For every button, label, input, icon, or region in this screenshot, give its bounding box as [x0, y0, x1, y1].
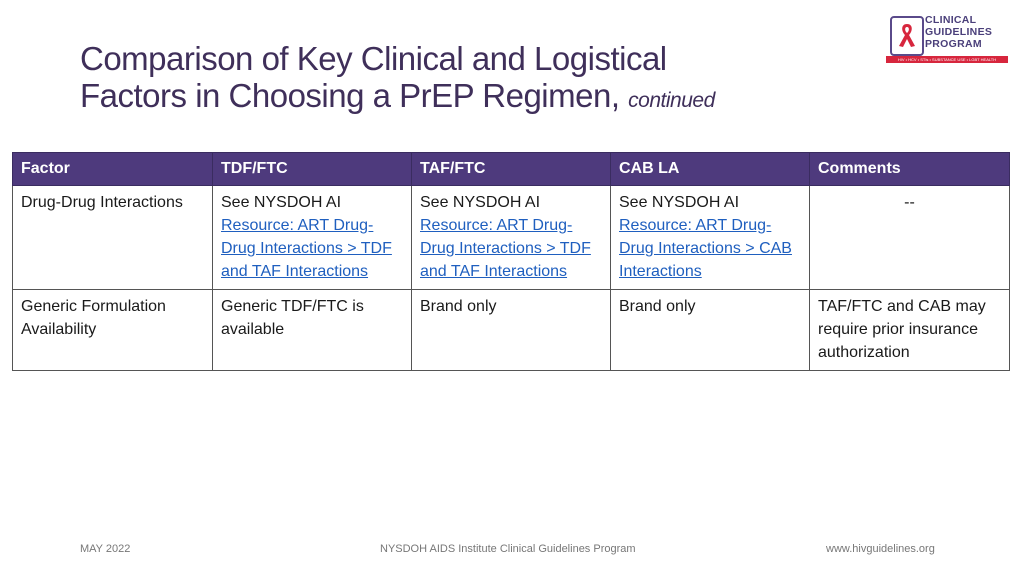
cell-text: See NYSDOH AI — [420, 194, 541, 211]
cell-factor: Generic Formulation Availability — [13, 290, 213, 371]
column-header-cab-la: CAB LA — [611, 153, 810, 186]
table-header-row — [13, 153, 1010, 186]
clinical-guidelines-program-logo — [884, 14, 1010, 64]
cell-factor: Drug-Drug Interactions — [13, 186, 213, 290]
cell-tdf-ftc — [213, 186, 412, 290]
footer-date: MAY 2022 — [80, 543, 131, 555]
page-title — [80, 40, 840, 119]
art-ddi-cab-link[interactable]: Resource: ART Drug-Drug Interactions > CAB Interactions — [619, 217, 792, 280]
cell-taf-ftc — [412, 186, 611, 290]
logo-tagline: HIV • HCV • STIs • SUBSTANCE USE • LGBT HEALTH — [886, 56, 1008, 63]
title-line-1: Comparison of Key Clinical and Logistical — [80, 40, 667, 77]
footer-program: NYSDOH AIDS Institute Clinical Guidelines Program — [380, 543, 636, 555]
cell-comments: -- — [810, 186, 1010, 290]
column-header-taf-ftc: TAF/FTC — [412, 153, 611, 186]
table-row — [13, 186, 1010, 290]
footer-website[interactable]: www.hivguidelines.org — [826, 543, 935, 555]
column-header-tdf-ftc: TDF/FTC — [213, 153, 412, 186]
cell-text: See NYSDOH AI — [619, 194, 740, 211]
art-ddi-tdf-taf-link[interactable]: Resource: ART Drug-Drug Interactions > TDF and TAF Interactions — [420, 217, 591, 280]
column-header-factor: Factor — [13, 153, 213, 186]
cell-cab-la: Brand only — [611, 290, 810, 371]
cell-text: See NYSDOH AI — [221, 194, 342, 211]
art-ddi-tdf-taf-link[interactable]: Resource: ART Drug-Drug Interactions > TDF and TAF Interactions — [221, 217, 392, 280]
title-continued: continued — [628, 89, 715, 112]
title-line-2: Factors in Choosing a PrEP Regimen, — [80, 77, 620, 114]
table-row — [13, 290, 1010, 371]
ribbon-icon — [890, 16, 924, 56]
comparison-table — [12, 152, 1010, 371]
cell-taf-ftc: Brand only — [412, 290, 611, 371]
logo-wordmark: CLINICAL GUIDELINES PROGRAM — [925, 14, 993, 50]
cell-comments: TAF/FTC and CAB may require prior insurance authorization — [810, 290, 1010, 371]
cell-cab-la — [611, 186, 810, 290]
column-header-comments: Comments — [810, 153, 1010, 186]
cell-tdf-ftc: Generic TDF/FTC is available — [213, 290, 412, 371]
